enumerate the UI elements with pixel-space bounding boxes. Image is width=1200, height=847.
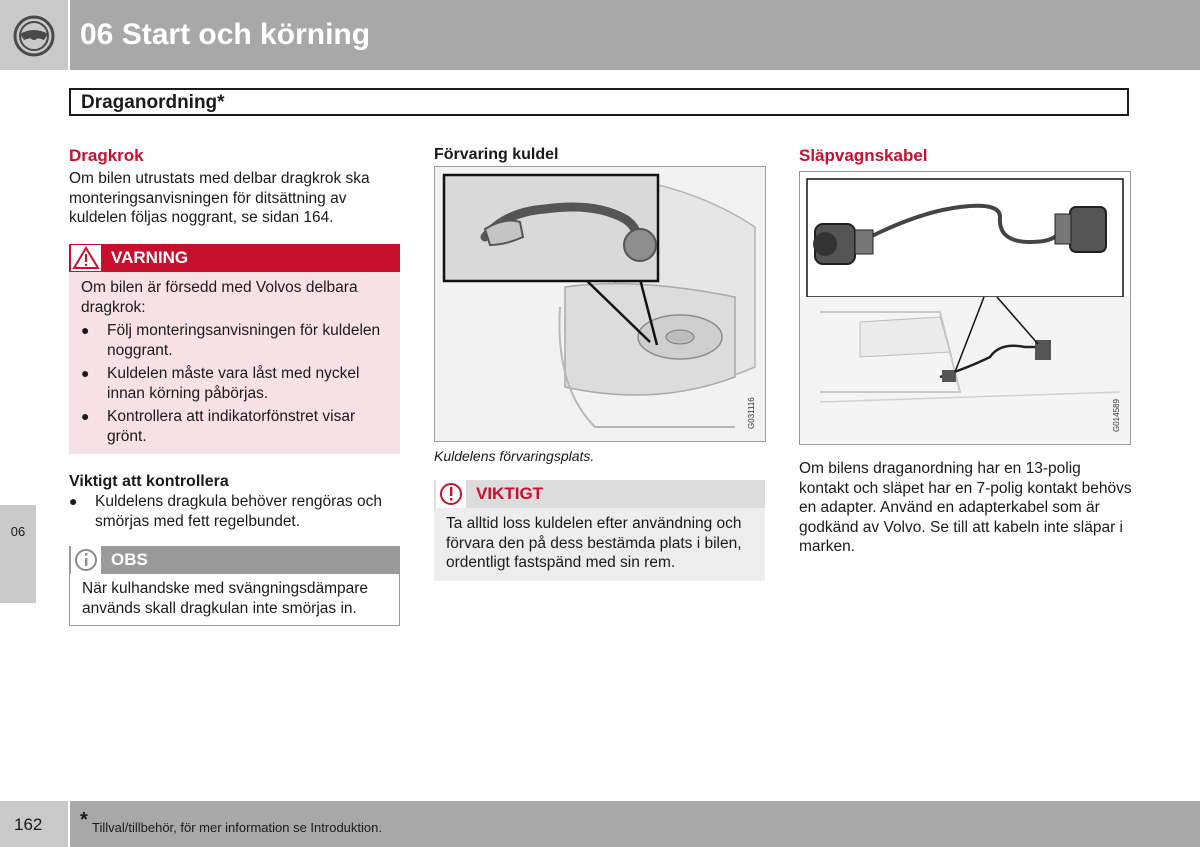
obs-header	[69, 546, 400, 574]
chapter-side-tab-label: 06	[10, 524, 26, 539]
cable-heading: Släpvagnskabel	[799, 146, 928, 165]
storage-heading: Förvaring kuldel	[434, 146, 559, 163]
cable-figure-code: G014589	[1112, 399, 1121, 432]
warning-text: Om bilen är försedd med Volvos delbara dragkrok:	[81, 279, 358, 316]
obs-body: När kulhandske med svängningsdämpare används skall dragkulan inte smörjas in.	[69, 574, 400, 626]
storage-caption: Kuldelens förvaringsplats.	[434, 448, 595, 464]
check-bullet	[69, 492, 401, 531]
bullet-dot: ●	[69, 493, 78, 509]
trunk-illustration	[435, 167, 765, 441]
section-title: Draganordning*	[81, 92, 225, 113]
info-icon	[71, 546, 101, 574]
storage-figure	[434, 166, 766, 442]
section-title-box	[69, 88, 1129, 116]
warning-bullet	[81, 407, 388, 446]
storage-figure-code: G031116	[747, 397, 756, 429]
viktigt-callout	[434, 480, 765, 581]
warning-bullet-text: Följ monteringsanvisningen för kuldelen noggrant.	[107, 322, 381, 359]
warning-bullet-text: Kuldelen måste vara låst med nyckel innan körning påbörjas.	[107, 365, 360, 402]
chapter-side-tab	[0, 505, 36, 603]
check-bullet-text: Kuldelens dragkula behöver rengöras och smörjas med fett regelbundet.	[95, 493, 382, 530]
warning-bullet	[81, 364, 388, 403]
exclamation-icon	[436, 480, 466, 508]
steering-wheel-icon	[0, 0, 68, 70]
cable-text: Om bilens draganordning har en 13-polig kontakt och släpet har en 7-polig kontakt behövs en adapter. Använd en adapterkabel som är godkänd av Volvo. Se till att kabeln inte släpar i marken.	[799, 460, 1132, 555]
bullet-dot: ●	[81, 365, 90, 381]
footnote-star: *	[80, 809, 88, 831]
bullet-dot: ●	[81, 408, 90, 424]
warning-triangle-icon	[71, 245, 101, 271]
warning-callout	[69, 244, 400, 454]
warning-label: VARNING	[111, 248, 189, 267]
chapter-title: 06 Start och körning	[80, 18, 371, 51]
check-list	[69, 492, 401, 531]
header-icon-box	[0, 0, 68, 70]
bullet-dot: ●	[81, 322, 90, 338]
viktigt-body: Ta alltid loss kuldelen efter användning och förvara den på dess bestämda plats i bilen, ordentligt fastspänd med sin rem.	[434, 508, 765, 581]
viktigt-label: VIKTIGT	[476, 484, 544, 503]
footnote-text: Tillval/tillbehör, för mer information se Introduktion.	[92, 820, 382, 835]
viktigt-header	[434, 480, 765, 508]
adapter-cable-illustration	[800, 172, 1130, 444]
dragkrok-intro: Om bilen utrustats med delbar dragkrok ska monteringsanvisningen för ditsättning av kuldelen följas noggrant, se sidan 164.	[69, 170, 370, 226]
warning-bullet	[81, 321, 388, 360]
check-heading: Viktigt att kontrollera	[69, 473, 229, 490]
obs-callout	[69, 546, 400, 626]
warning-bullet-text: Kontrollera att indikatorfönstret visar grönt.	[107, 408, 356, 445]
warning-body	[69, 272, 400, 454]
obs-label: OBS	[111, 550, 148, 569]
dragkrok-heading: Dragkrok	[69, 146, 144, 165]
warning-header	[69, 244, 400, 272]
cable-figure	[799, 171, 1131, 445]
page-number: 162	[14, 815, 43, 834]
